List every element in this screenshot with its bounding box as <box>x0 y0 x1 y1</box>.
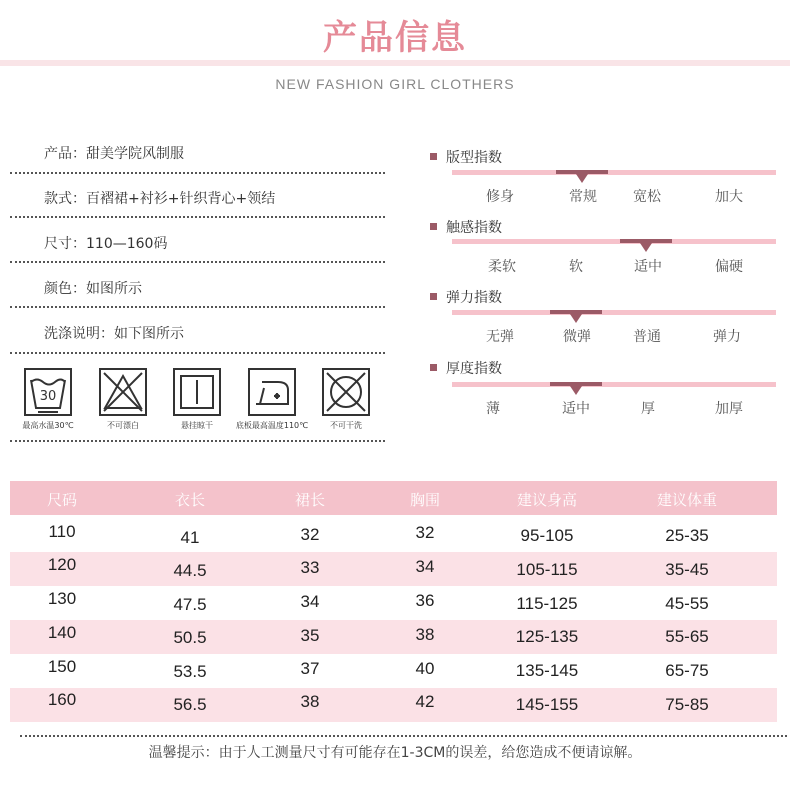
table-cell: 55-65 <box>665 627 709 646</box>
index-label: 修身 <box>486 189 514 205</box>
table-cell: 160 <box>47 690 77 709</box>
header-cell: 衣长 <box>174 491 205 509</box>
care-label: 悬挂晾干 <box>181 421 213 430</box>
no-bleach-icon <box>99 368 147 416</box>
table-cell: 95-105 <box>520 526 574 545</box>
table-cell: 35 <box>300 626 320 645</box>
care-label: 不可干洗 <box>330 421 362 430</box>
index-label: 普通 <box>633 329 661 345</box>
table-row <box>10 586 777 620</box>
index-elastic-title: 弹力指数 <box>430 287 502 307</box>
table-cell: 50.5 <box>173 628 207 647</box>
bullet-square-icon <box>430 293 437 300</box>
info-product-text: 产品：甜美学院风制服 <box>44 146 184 162</box>
table-cell: 37 <box>300 659 320 678</box>
table-cell: 105-115 <box>516 560 578 579</box>
wash-temperature: 30 <box>39 389 57 404</box>
index-elastic-arrow-icon <box>570 314 582 323</box>
header-divider <box>0 60 790 66</box>
divider <box>10 306 385 308</box>
index-label: 加大 <box>715 189 743 205</box>
table-cell: 33 <box>300 558 320 577</box>
table-cell: 36 <box>415 591 435 610</box>
divider <box>10 261 385 263</box>
iron-medium-icon <box>248 368 296 416</box>
table-cell: 45-55 <box>665 594 709 613</box>
header-cell: 建议身高 <box>516 491 577 509</box>
index-fit-arrow-icon <box>576 174 588 183</box>
table-cell: 120 <box>47 555 77 574</box>
divider <box>10 352 385 354</box>
index-label: 无弹 <box>486 329 514 345</box>
page-subtitle: NEW FASHION GIRL CLOTHERS <box>275 76 515 92</box>
table-cell: 65-75 <box>665 661 709 680</box>
table-cell: 150 <box>47 657 77 676</box>
index-thickness-track <box>452 382 776 387</box>
index-label: 偏硬 <box>715 259 743 275</box>
table-cell: 38 <box>300 692 320 711</box>
table-cell: 140 <box>47 623 77 642</box>
bullet-square-icon <box>430 223 437 230</box>
table-cell: 32 <box>415 523 435 542</box>
info-color-text: 颜色：如图所示 <box>44 281 142 297</box>
hang-dry-icon <box>173 368 221 416</box>
index-label: 加厚 <box>715 401 743 417</box>
index-elastic-track <box>452 310 776 315</box>
page-title: 产品信息 <box>323 18 467 58</box>
divider <box>10 172 385 174</box>
no-dry-clean-icon <box>322 368 370 416</box>
footer-note: 温馨提示：由于人工测量尺寸有可能存在1-3CM的误差，给您造成不便请谅解。 <box>148 745 642 761</box>
index-label: 弹力 <box>713 329 741 345</box>
index-label: 适中 <box>634 259 662 275</box>
table-cell: 47.5 <box>173 595 207 614</box>
index-thickness-arrow-icon <box>570 386 582 395</box>
table-cell: 34 <box>300 592 320 611</box>
table-cell: 145-155 <box>515 695 579 714</box>
table-cell: 44.5 <box>173 561 207 580</box>
table-cell: 38 <box>415 625 435 644</box>
info-color <box>10 278 385 300</box>
info-product <box>10 143 385 165</box>
index-label: 厚 <box>641 401 655 417</box>
index-label: 软 <box>569 259 583 275</box>
bullet-square-icon <box>430 153 437 160</box>
index-fit-title: 版型指数 <box>430 147 502 167</box>
header-cell: 裙长 <box>294 491 325 509</box>
table-cell: 115-125 <box>516 594 578 613</box>
table-cell: 75-85 <box>665 695 709 714</box>
index-fit-track <box>452 170 776 175</box>
info-washing <box>10 323 385 345</box>
table-cell: 53.5 <box>173 662 207 681</box>
index-touch-arrow-icon <box>640 243 652 252</box>
table-cell: 25-35 <box>665 526 709 545</box>
table-cell: 56.5 <box>173 695 207 714</box>
index-thickness-title: 厚度指数 <box>430 358 502 378</box>
table-cell: 41 <box>180 528 200 547</box>
info-size <box>10 233 385 255</box>
table-cell: 35-45 <box>665 560 709 579</box>
size-table-header <box>10 481 777 515</box>
header-cell: 建议体重 <box>656 491 717 509</box>
table-row <box>10 620 777 654</box>
table-row <box>10 688 777 722</box>
table-row <box>10 654 777 688</box>
divider <box>10 440 385 442</box>
index-label: 薄 <box>486 401 500 417</box>
info-washing-text: 洗涤说明：如下图所示 <box>44 326 184 342</box>
info-style-text: 款式：百褶裙+衬衫+针织背心+领结 <box>44 191 276 207</box>
table-cell: 135-145 <box>515 661 579 680</box>
index-label: 柔软 <box>488 259 516 275</box>
table-cell: 32 <box>300 525 320 544</box>
table-cell: 42 <box>415 692 435 711</box>
care-label: 不可漂白 <box>107 421 139 430</box>
info-style <box>10 188 385 210</box>
header-cell: 尺码 <box>46 491 77 509</box>
wash-30-icon <box>24 368 72 416</box>
table-row <box>10 552 777 586</box>
index-touch-title: 触感指数 <box>430 217 502 237</box>
header-cell: 胸围 <box>409 491 440 509</box>
index-label: 常规 <box>569 189 597 205</box>
table-row <box>10 518 777 552</box>
divider <box>20 735 787 737</box>
table-cell: 40 <box>415 659 435 678</box>
table-cell: 110 <box>48 522 76 541</box>
index-label: 适中 <box>562 401 590 417</box>
table-cell: 34 <box>415 557 435 576</box>
bullet-square-icon <box>430 364 437 371</box>
care-label: 最高水温30℃ <box>22 421 74 430</box>
index-label: 微弹 <box>563 329 591 345</box>
index-label: 宽松 <box>633 189 661 205</box>
table-cell: 125-135 <box>515 627 579 646</box>
index-touch-track <box>452 239 776 244</box>
divider <box>10 216 385 218</box>
care-label: 底板最高温度110℃ <box>235 421 309 430</box>
table-cell: 130 <box>47 589 77 608</box>
info-size-text: 尺寸：110—160码 <box>44 236 168 252</box>
